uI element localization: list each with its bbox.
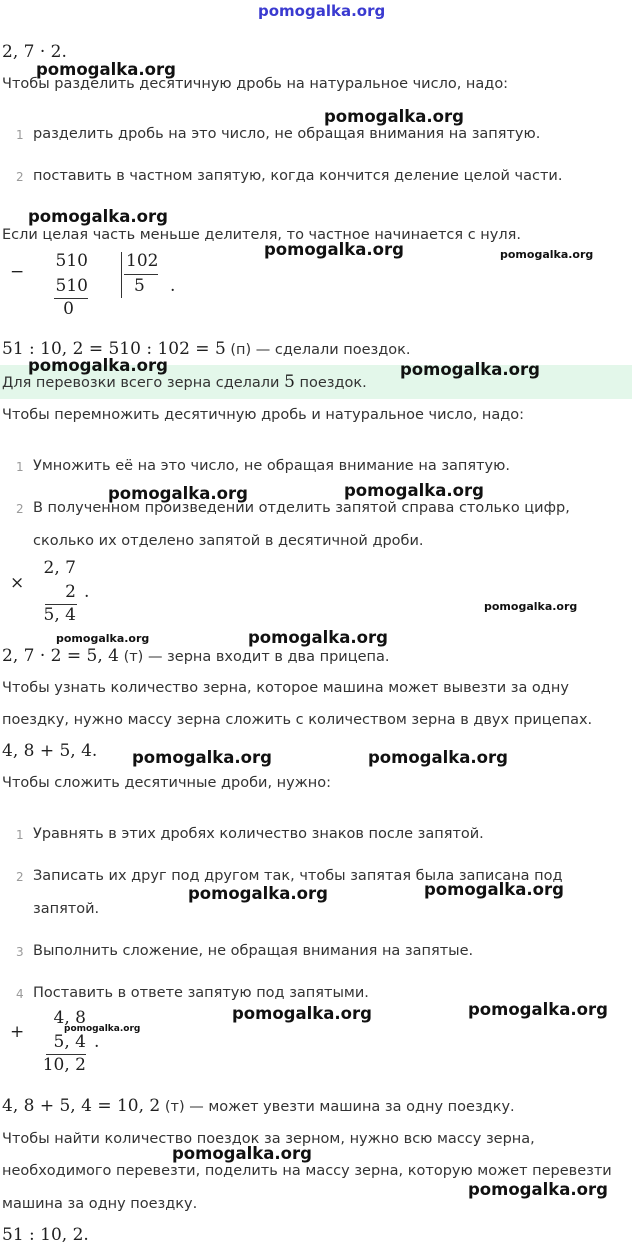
answer-trips-text-a: Для перевозки всего зерна сделали bbox=[2, 375, 285, 391]
multiplication-sign: × bbox=[10, 573, 25, 593]
result-trips-math: 51 : 10, 2 = 510 : 102 = 5 bbox=[2, 339, 226, 359]
result-trips-text: (п) — сделали поездок. bbox=[225, 342, 411, 358]
multiplication-a: 2, 7 bbox=[43, 558, 76, 578]
watermark: pomogalka.org bbox=[56, 632, 150, 645]
result-capacity bbox=[2, 1096, 515, 1116]
list2-num-1: 1 bbox=[16, 460, 24, 474]
watermark: pomogalka.org bbox=[172, 1144, 312, 1163]
expression-sum: 4, 8 + 5, 4. bbox=[2, 741, 98, 761]
list3-item-2-cont: запятой. bbox=[33, 901, 100, 917]
watermark: pomogalka.org bbox=[132, 748, 272, 767]
watermark: pomogalka.org bbox=[424, 880, 564, 899]
watermark: pomogalka.org bbox=[248, 628, 388, 647]
rule-division-note: Если целая часть меньше делителя, то частное начинается с нуля. bbox=[2, 227, 521, 243]
result-trailers-text: (т) — зерна входит в два прицепа. bbox=[118, 649, 390, 665]
multiplication-dot: . bbox=[84, 582, 90, 602]
result-trailers bbox=[2, 646, 389, 666]
division-bar bbox=[121, 252, 122, 298]
list2-num-2: 2 bbox=[16, 502, 24, 516]
division-quotient: 5 bbox=[134, 276, 145, 296]
list2-item-2: В полученном произведении отделить запятой справа столько цифр, bbox=[33, 500, 570, 516]
list1-num-2: 2 bbox=[16, 170, 24, 184]
multiplication-b: 2 bbox=[65, 582, 76, 602]
answer-trips bbox=[2, 372, 367, 392]
watermark: pomogalka.org bbox=[28, 207, 168, 226]
division-subtrahend: 510 bbox=[55, 276, 88, 296]
list1-item-1: разделить дробь на это число, не обращая внимания на запятую. bbox=[33, 126, 541, 142]
list3-item-3: Выполнить сложение, не обращая внимания на запятые. bbox=[33, 943, 474, 959]
list1-item-2: поставить в частном запятую, когда кончится деление целой части. bbox=[33, 168, 563, 184]
list1-num-1: 1 bbox=[16, 128, 24, 142]
division-divisor: 102 bbox=[126, 251, 159, 271]
rule-multiply-heading: Чтобы перемножить десятичную дробь и натуральное число, надо: bbox=[2, 407, 524, 423]
watermark: pomogalka.org bbox=[484, 600, 578, 613]
addition-a: 4, 8 bbox=[53, 1008, 86, 1028]
rule-addition-heading: Чтобы сложить десятичные дроби, нужно: bbox=[2, 775, 332, 791]
list3-num-2: 2 bbox=[16, 870, 24, 884]
answer-trips-text-c: поездок. bbox=[294, 375, 367, 391]
list3-num-1: 1 bbox=[16, 828, 24, 842]
addition-result: 10, 2 bbox=[42, 1055, 86, 1075]
watermark: pomogalka.org bbox=[468, 1180, 608, 1199]
watermark-top: pomogalka.org bbox=[258, 2, 386, 20]
multiplication-result: 5, 4 bbox=[43, 605, 76, 625]
watermark: pomogalka.org bbox=[368, 748, 508, 767]
watermark: pomogalka.org bbox=[188, 884, 328, 903]
division-dot: . bbox=[170, 276, 176, 296]
list3-num-3: 3 bbox=[16, 945, 24, 959]
paragraph-trips-1: Чтобы найти количество поездок за зерном, нужно всю массу зерна, bbox=[2, 1131, 535, 1147]
addition-sign: + bbox=[10, 1022, 25, 1042]
watermark: pomogalka.org bbox=[500, 248, 594, 261]
list3-item-2: Записать их друг под другом так, чтобы запятая была записана под bbox=[33, 868, 563, 884]
watermark: pomogalka.org bbox=[264, 240, 404, 259]
expression-final: 51 : 10, 2. bbox=[2, 1225, 89, 1245]
division-sign: − bbox=[10, 262, 25, 282]
watermark: pomogalka.org bbox=[64, 1024, 141, 1034]
list3-num-4: 4 bbox=[16, 987, 24, 1001]
watermark: pomogalka.org bbox=[232, 1004, 372, 1023]
list2-item-2-cont: сколько их отделено запятой в десятичной дроби. bbox=[33, 533, 424, 549]
addition-b: 5, 4 bbox=[53, 1032, 86, 1052]
rule-division-heading: Чтобы разделить десятичную дробь на натуральное число, надо: bbox=[2, 76, 509, 92]
result-trailers-math: 2, 7 · 2 = 5, 4 bbox=[2, 646, 119, 666]
result-capacity-text: (т) — может увезти машина за одну поездку. bbox=[160, 1099, 515, 1115]
watermark: pomogalka.org bbox=[344, 481, 484, 500]
division-remainder: 0 bbox=[63, 299, 74, 319]
list3-item-4: Поставить в ответе запятую под запятыми. bbox=[33, 985, 369, 1001]
expression-1: 2, 7 · 2. bbox=[2, 42, 67, 62]
watermark: pomogalka.org bbox=[28, 356, 168, 375]
watermark: pomogalka.org bbox=[400, 360, 540, 379]
watermark: pomogalka.org bbox=[108, 484, 248, 503]
paragraph-sum-2: поездку, нужно массу зерна сложить с количеством зерна в двух прицепах. bbox=[2, 712, 593, 728]
list2-item-1: Умножить её на это число, не обращая внимание на запятую. bbox=[33, 458, 510, 474]
paragraph-sum-1: Чтобы узнать количество зерна, которое машина может вывезти за одну bbox=[2, 680, 569, 696]
watermark: pomogalka.org bbox=[468, 1000, 608, 1019]
division-dividend: 510 bbox=[55, 251, 88, 271]
watermark: pomogalka.org bbox=[36, 60, 176, 79]
list3-item-1: Уравнять в этих дробях количество знаков после запятой. bbox=[33, 826, 484, 842]
paragraph-trips-2: необходимого перевезти, поделить на массу зерна, которую может перевезти bbox=[2, 1163, 612, 1179]
watermark: pomogalka.org bbox=[324, 107, 464, 126]
result-capacity-math: 4, 8 + 5, 4 = 10, 2 bbox=[2, 1096, 161, 1116]
addition-dot: . bbox=[94, 1032, 100, 1052]
paragraph-trips-3: машина за одну поездку. bbox=[2, 1196, 198, 1212]
division-divisor-line bbox=[124, 274, 158, 275]
answer-trips-number: 5 bbox=[284, 372, 295, 392]
